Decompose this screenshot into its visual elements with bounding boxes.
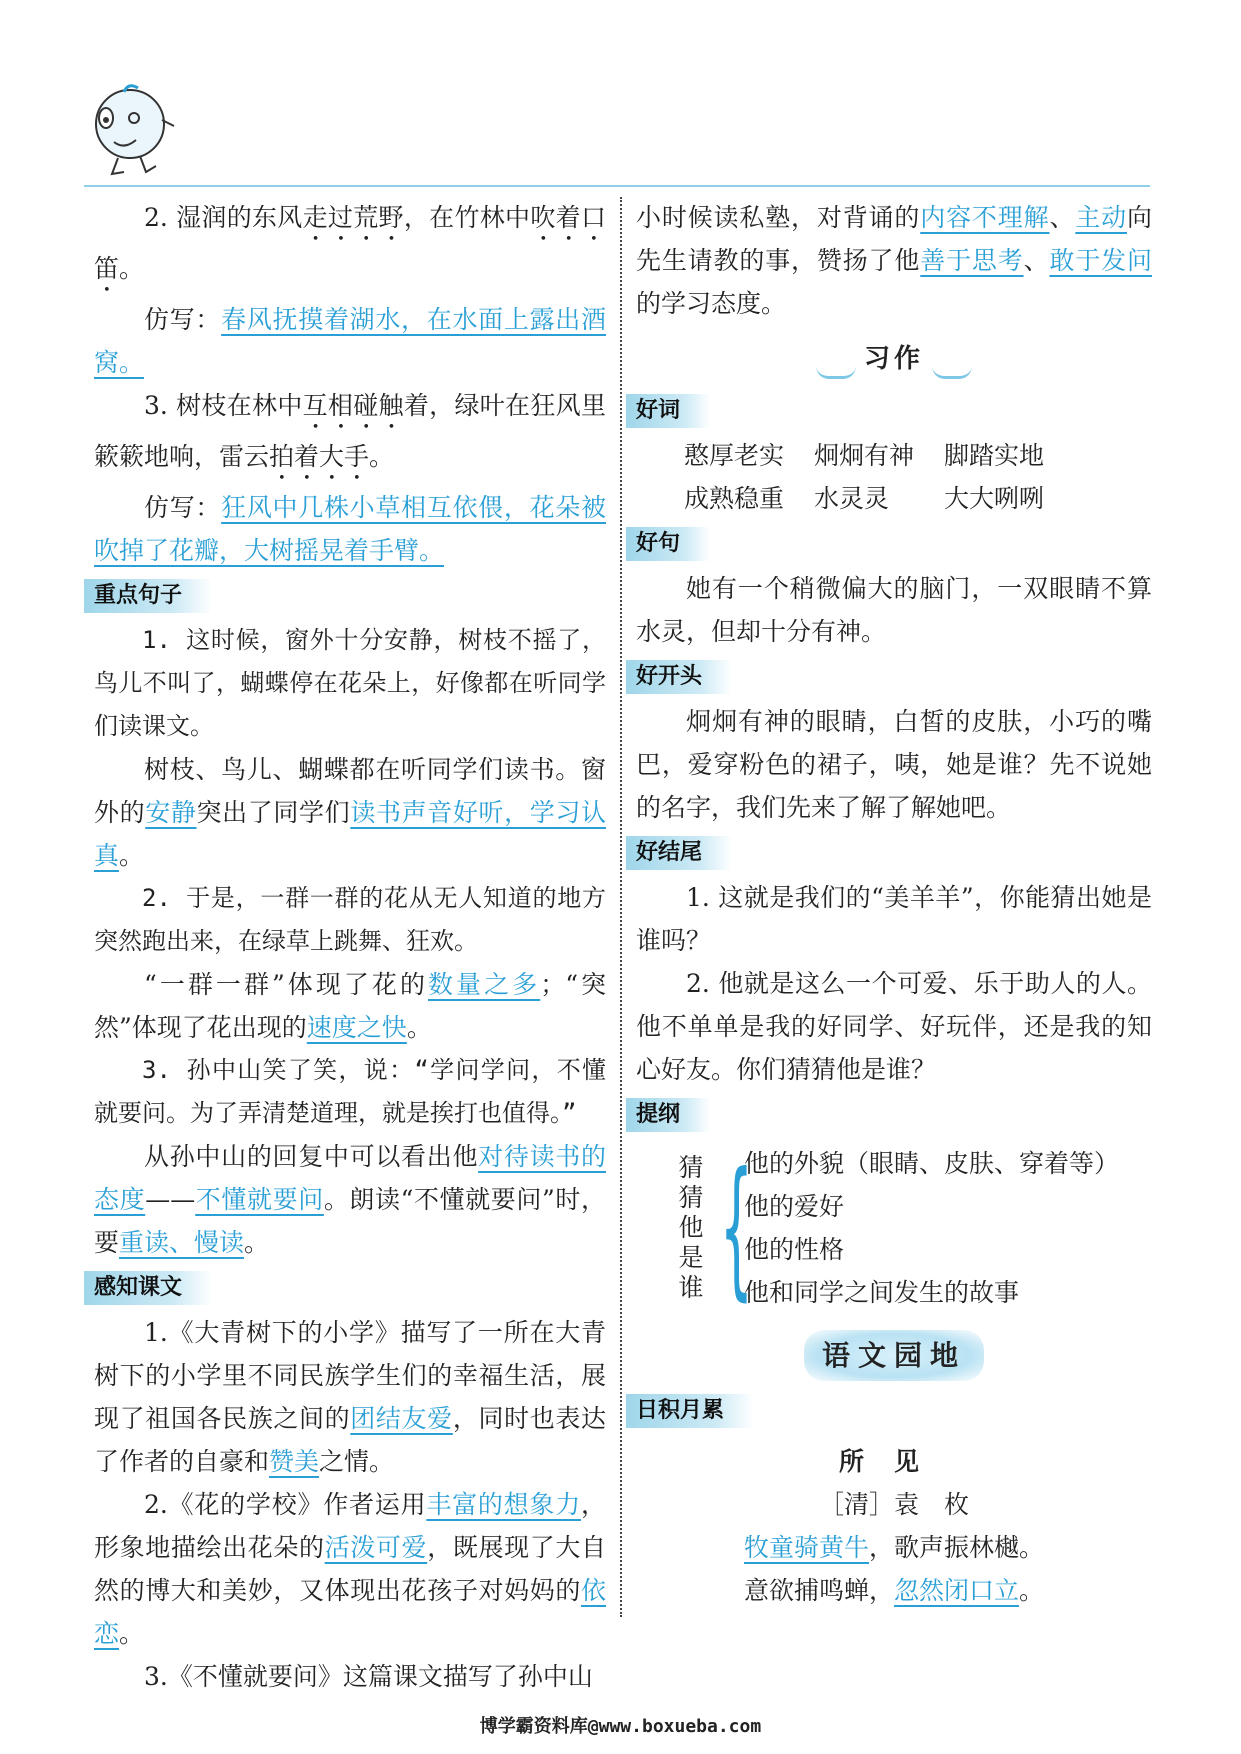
brace-icon: {: [719, 1141, 754, 1315]
perception-2: 2.《花的学校》作者运用丰富的想象力，形象地描绘出花朵的活泼可爱，既展现了大自然的博大和美妙，又体现出花孩子对妈妈的依恋。: [94, 1490, 606, 1648]
example-3: 3. 树枝在林中互相碰触着，绿叶在狂风里簌簌地响，雷云拍着大手。: [94, 391, 606, 471]
outline-item: 他的外貌（眼睛、皮肤、穿着等）: [744, 1149, 1120, 1178]
key-analysis-3: 从孙中山的回复中可以看出他对待读书的态度——不懂就要问。朗读“不懂就要问”时，要重读、慢读。: [94, 1142, 606, 1257]
perception-3-cont: 小时候读私塾，对背诵的内容不理解、主动向先生请教的事，赞扬了他善于思考、敢于发问的学习态度。: [636, 203, 1152, 318]
key-analysis-1: 树枝、鸟儿、蝴蝶都在听同学们读书。窗外的安静突出了同学们读书声音好听，学习认真。: [94, 755, 606, 870]
word-item: 脚踏实地: [944, 441, 1045, 470]
perception-1: 1.《大青树下的小学》描写了一所在大青树下的小学里不同民族学生们的幸福生活，展现了祖国各民族之间的团结友爱，同时也表达了作者的自豪和赞美之情。: [94, 1318, 606, 1476]
key-analysis-2: “一群一群”体现了花的数量之多；“突然”体现了花出现的速度之快。: [94, 970, 607, 1042]
yuwen-garden-title: 语文园地: [636, 1330, 1152, 1381]
word-item: 炯炯有神: [814, 441, 915, 470]
imitation-3: 仿写：狂风中几株小草相互依偎，花朵被吹掉了花瓣，大树摇晃着手臂。: [94, 493, 606, 565]
right-column: [636, 196, 1152, 1612]
example-2: 2. 湿润的东风走过荒野，在竹林中吹着口笛。: [94, 203, 606, 283]
perception-3-start: 3.《不懂就要问》这篇课文描写了孙中山: [144, 1662, 593, 1691]
section-good-sentence: 好句: [626, 527, 710, 561]
key-sentence-2: 2. 于是，一群一群的花从无人知道的地方突然跑出来，在绿草上跳舞、狂欢。: [94, 884, 606, 955]
outline-items: [744, 1142, 1119, 1314]
word-item: 水灵灵: [814, 484, 890, 513]
header-rule: [84, 185, 1150, 187]
footer-watermark: 博学霸资料库@www.boxueba.com: [479, 1716, 762, 1737]
word-item: 大大咧咧: [944, 484, 1045, 513]
outline-label: 猜 猜 他 是 谁: [678, 1153, 704, 1302]
poem-line-2: 意欲捕鸣蝉，忽然闭口立。: [743, 1576, 1045, 1605]
column-divider: [620, 197, 622, 1617]
section-key-sentences: 重点句子: [84, 579, 212, 613]
poem-title: 所见: [838, 1447, 949, 1476]
poem-line-1: 牧童骑黄牛，歌声振林樾。: [743, 1533, 1045, 1562]
outline-item: 他和同学之间发生的故事: [744, 1278, 1020, 1307]
word-item: 成熟稳重: [684, 484, 785, 513]
section-good-opening: 好开头: [626, 660, 732, 694]
key-sentence-3: 3. 孙中山笑了笑，说：“学问学问，不懂就要问。为了弄清楚道理，就是挨打也值得。”: [94, 1056, 606, 1127]
good-opening: 炯炯有神的眼睛，白皙的皮肤，小巧的嘴巴，爱穿粉色的裙子，咦，她是谁？先不说她的名字，我们先来了解了解她吧。: [636, 707, 1152, 822]
left-column: [94, 196, 606, 1698]
good-words-list: [636, 434, 1152, 520]
section-daily-accumulation: 日积月累: [626, 1394, 754, 1428]
good-ending-1: 1. 这就是我们的“美羊羊”，你能猜出她是谁吗？: [636, 883, 1152, 955]
poem: [636, 1440, 1152, 1612]
section-good-ending: 好结尾: [626, 836, 732, 870]
outline: [676, 1142, 1152, 1314]
key-sentence-1: 1. 这时候，窗外十分安静，树枝不摇了，鸟儿不叫了，蝴蝶停在花朵上，好像都在听同学们读课文。: [94, 626, 606, 740]
section-text-perception: 感知课文: [84, 1271, 212, 1305]
mascot-icon: [84, 80, 180, 180]
outline-item: 他的爱好: [744, 1192, 845, 1221]
section-good-words: 好词: [626, 394, 710, 428]
good-ending-2: 2. 他就是这么一个可爱、乐于助人的人。他不单单是我的好同学、好玩伴，还是我的知心好友。你们猜猜他是谁？: [636, 969, 1152, 1084]
imitation-2: 仿写：春风抚摸着湖水，在水面上露出酒窝。: [94, 305, 606, 377]
poem-author: ［清］袁 枚: [818, 1490, 969, 1519]
writing-title: 习作: [636, 337, 1152, 381]
section-outline: 提纲: [626, 1098, 710, 1132]
outline-item: 他的性格: [744, 1235, 845, 1264]
word-item: 憨厚老实: [684, 441, 785, 470]
good-sentence: 她有一个稍微偏大的脑门，一双眼睛不算水灵，但却十分有神。: [636, 574, 1152, 646]
